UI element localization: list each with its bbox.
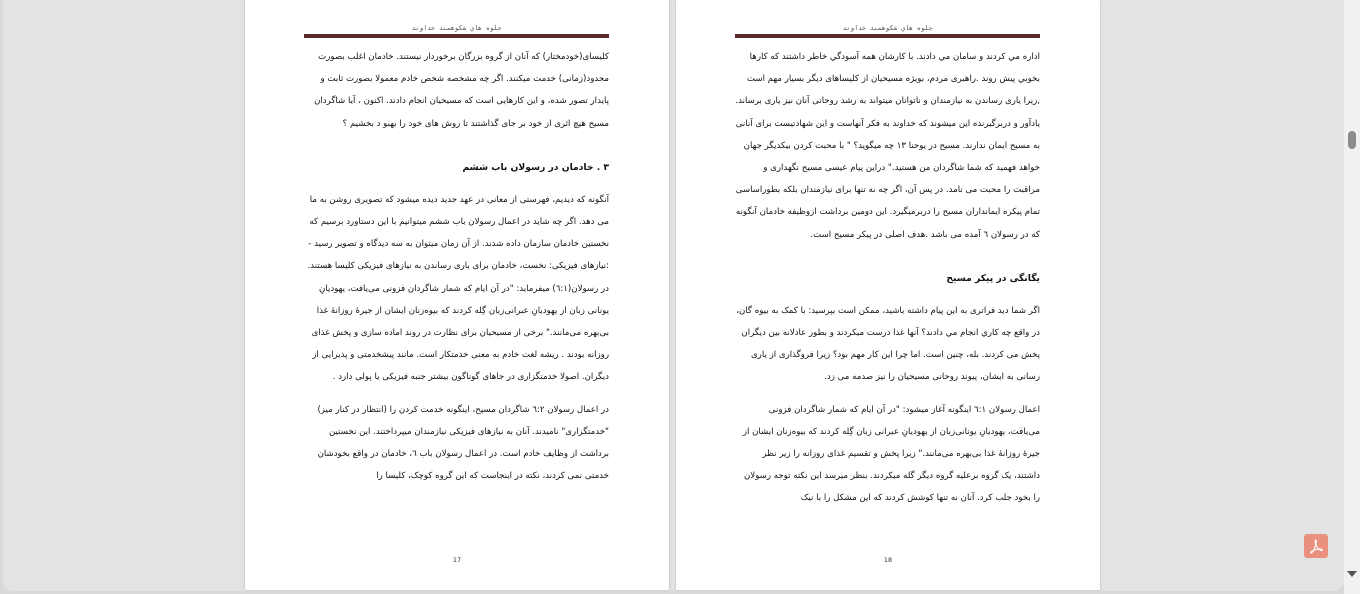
running-head: جلوه هاي شكوهمند خداوند	[842, 24, 933, 32]
page-content	[304, 46, 609, 487]
page-number: 17	[452, 556, 462, 564]
section-heading: یگانگی در پیکر مسیح	[946, 272, 1040, 284]
section-heading: ٣ . خادمان در رسولان باب ششم	[462, 161, 609, 173]
header-rule	[735, 34, 1040, 38]
paragraph: کلیسای(خودمختار) که آنان از گروه بزرگان برخوردار نیستند. خادمان اغلب بصورت محدود(زمانی) خدمت میکنند. اگر چه مشخصه شخص خادم معمولا بصورت ثابت و پایدار تصور شده، و این کارهایی است که مسیحیان انجام دادند. اکنون ، آیا شاگردان مسیح هیچ اثری از خود بر جای گذاشتند تا روش های خود را بهبو د بخشیم ؟	[314, 52, 609, 129]
header-rule	[304, 34, 609, 38]
vertical-scrollbar[interactable]	[1344, 0, 1360, 594]
running-head: جلوه هاي شكوهمند خداوند	[411, 24, 502, 32]
page-18	[676, 0, 1100, 590]
paragraph: در اعمال رسولان ٦:٢ شاگردان مسیح، اینگونه خدمت کردن را (انتظار در کنار میز) "خدمتگزاری" نامیدند. آنان به نیازهای فیزیکی نیازمندان میپرداختند. این نخستین برداشت از وظایف خادم است. در اعمال رسولان باب ٦، خادمان در واقع بخودشان خدمتی نمی کردند، نکته در اینجاست که این گروه کوچک، کلیسا را	[317, 404, 609, 482]
scroll-down-arrow-icon[interactable]	[1347, 571, 1357, 577]
paragraph: آنگونه که دیدیم، فهرستی از معانی در عهد جدید دیده میشود که تصویری روشن به ما می دهد. اگر چه شاید در اعمال رسولان باب ششم میتوانیم با این دستاورد برسیم که نخستین خادمان سازمان داده شدند. از آن زمان میتوان به سه دیدگاه و تصویر رسید - :نیازهای فیزیکی: نخست، خادمان برای یاری رساندن به نیازهای فیزیکی کلیسا هستند. در رسولان(٦:١) میفرماید: "در آن ایام که شمار شاگردان فزونی می‌یافت، یهودیانِ یونانی زبان از یهودیانِ عبرانی‌زبان گِله کردند که بیوه‌زنان ایشان از جیرهٔ روزانهٔ غذا بی‌بهره می‌مانند." برخی از مسیحیان برای نظارت در روند اماده سازی و پخش غذای روزانه بودند . ریشه لغت خادم به معنی خدمتکار است. مانند پیشخدمتی و پذیرایی از دیگران. اصولا خدمتگزاری در جاهای گوناگون بیشتر جنبه فیزیکی یا پولی دارد .	[307, 194, 609, 383]
pdf-acrobat-icon[interactable]	[1304, 534, 1328, 558]
paragraph: اگر شما دید فراتری به این پیام داشته باشید، ممکن است بپرسید: با کمک به بیوه گان، در واقع چه كاري انجام مي دادند؟ آنها غذا درست میکردند و بطور عادلانه بین دیگران پخش می کردند. بله، چنین است. اما چرا این کار مهم بود؟ زیرا فروگذاری از یاری رسانی به ایشان، پیوند روحانی مسیحیان را نیز صدمه می زد.	[736, 305, 1040, 383]
page-number: 18	[883, 556, 893, 564]
pdf-viewer	[3, 0, 1344, 591]
scroll-thumb[interactable]	[1348, 131, 1356, 149]
paragraph: اعمال رسولان ٦:١ اینگونه آغاز میشود: "در آن ایام که شمار شاگردان فزونی می‌یافت، یهودیانِ یونانی‌زبان از یهودیانِ عبرانی زبان گِله کردند که بیوه‌زنان ایشان از جیرهٔ روزانهٔ غذا بی‌بهره می‌مانند." زیرا پخش و تقسیم غذای روزانه را زیر نظر داشتند، یک گروه برعلیه گروه دیگر گله میکردند. بنظر میرسد این نکته توجه رسولان را بخود جلب کرد. آنان نه تنها کوشش کردند که این مشکل را با نیک	[742, 404, 1040, 504]
paragraph: اداره مي كردند و سامان مي دادند. با كارشان همه آسودگي خاطر داشتند كه كارها بخوبي پيش روند .راهبری مردم، بویژه مسیحیان از کلیساهای دیگر بسیار مهم است ,زیرا یاری رساندن به نیازمندان و ناتوانان میتواند به رشد روحانی آنان نیز یاری برساند. یادآور و دربرگیرنده این میشوند که خداوند به فکر آنهاست و این شهادتیست برای آنانی به مسیح ایمان ندارند. مسیح در یوحنا ١٣ چه میگوید؟ " با محبت کردن بیکدیگر جهان خواهد فهمید که شما شاگردان من هستید." دراین پیام عیسی مسیح نگهداری و مراقبت را محبت می نامد. در پس آن، اگر چه نه تنها برای نیازمندان بلکه بطوراساسی تمام پیکره ایمانداران مسیح را دربرمیگیرد. این دومین برداشت ازوظیفه خادمان آنگونه که در رسولان ٦ آمده می باشد .هدف اصلی در پیکر مسیح است.	[735, 52, 1040, 240]
acrobat-icon	[1308, 538, 1324, 554]
page-content	[735, 46, 1040, 510]
page-17	[245, 0, 669, 590]
